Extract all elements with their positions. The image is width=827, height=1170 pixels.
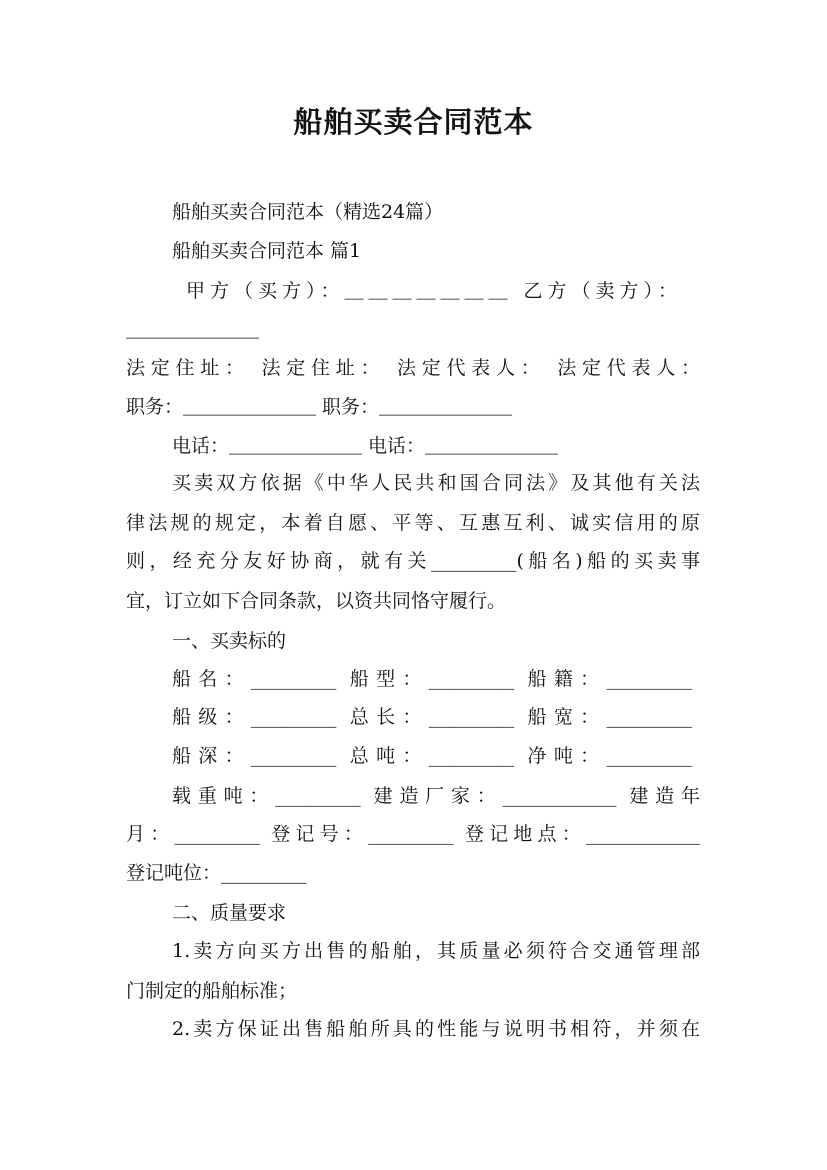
ship-info-row: 船级：_________ 总长：_________ 船宽：_________ bbox=[172, 706, 692, 728]
ship-info-row: 船深：_________ 总吨：_________ 净吨：_________ bbox=[172, 745, 692, 767]
position-line: 职务：＿＿＿＿＿＿＿ 职务：＿＿＿＿＿＿＿ bbox=[126, 396, 513, 418]
quality-clause-line: 1.卖方向买方出售的船舶，其质量必须符合交通管理部 bbox=[172, 940, 700, 962]
intro-paragraph-line: 则，经充分友好协商，就有关_________(船名)船的买卖事 bbox=[126, 550, 700, 572]
section-heading-1: 一、买卖标的 bbox=[172, 630, 287, 652]
address-line: 法定住址： 法定住址： 法定代表人： 法定代表人： bbox=[126, 357, 700, 379]
build-info-row: 登记吨位：_________ bbox=[126, 862, 307, 884]
intro-paragraph-line: 买卖双方依据《中华人民共和国合同法》及其他有关法 bbox=[172, 472, 700, 494]
document-title: 船舶买卖合同范本 bbox=[293, 105, 534, 139]
build-info-row: 月：_________ 登记号：_________ 登记地点：____________ bbox=[126, 823, 700, 845]
section-heading-2: 二、质量要求 bbox=[172, 902, 287, 924]
document-subtitle: 船舶买卖合同范本（精选24篇） bbox=[172, 201, 444, 223]
intro-paragraph-line: 律法规的规定，本着自愿、平等、互惠互利、诚实信用的原 bbox=[126, 512, 700, 534]
ship-info-row: 船名：_________ 船型：_________ 船籍：_________ bbox=[172, 668, 692, 690]
quality-clause-line: 2.卖方保证出售船舶所具的性能与说明书相符，并须在 bbox=[172, 1018, 700, 1040]
section-heading: 船舶买卖合同范本 篇1 bbox=[172, 240, 362, 262]
parties-line: 甲方（买方）：＿＿＿＿＿＿＿ 乙方（卖方）： bbox=[186, 280, 683, 302]
build-info-row: 载重吨：_________ 建造厂家：____________ 建造年 bbox=[172, 785, 700, 807]
intro-paragraph-line: 宜，订立如下合同条款，以资共同恪守履行。 bbox=[126, 590, 507, 612]
parties-line-continued: ＿＿＿＿＿＿＿ bbox=[126, 319, 260, 341]
quality-clause-line: 门制定的船舶标准； bbox=[126, 980, 298, 1002]
phone-line: 电话：＿＿＿＿＿＿＿ 电话：＿＿＿＿＿＿＿ bbox=[172, 435, 559, 457]
